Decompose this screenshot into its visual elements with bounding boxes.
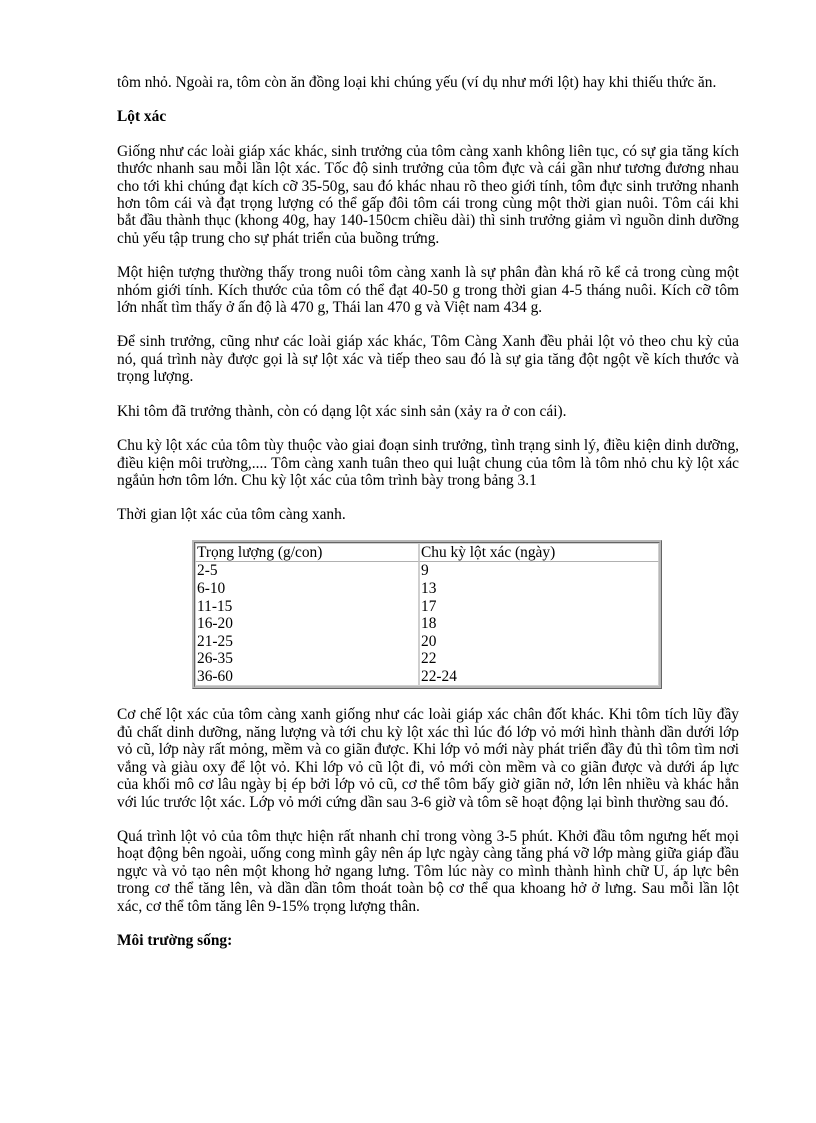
cycle-cell: 9 (419, 562, 659, 580)
table-header-row (195, 543, 659, 563)
weight-cell: 26-35 (195, 650, 419, 668)
cycle-cell: 20 (419, 633, 659, 651)
table-row (195, 598, 659, 616)
cycle-cell: 17 (419, 598, 659, 616)
table-row (195, 615, 659, 633)
paragraph-molting-growth: Để sinh trưởng, cũng như các loài giáp xác khác, Tôm Càng Xanh đều phải lột vỏ theo chu kỳ của nó, quá trình này được gọi là sự lột xác và tiếp theo sau đó là sự gia tăng đột ngột về kích thước và trọng lượng. (117, 333, 739, 386)
table-row (195, 668, 659, 687)
molt-cycle-table (192, 540, 662, 690)
paragraph-molt-cycle: Chu kỳ lột xác của tôm tùy thuộc vào giai đoạn sinh trưởng, tình trạng sinh lý, điều kiện dinh dưỡng, điều kiện môi trường,.... Tôm càng xanh tuân theo qui luật chung của tôm là tôm nhỏ chu kỳ lột xác ngắủn hơn tôm lớn. Chu kỳ lột xác của tôm trình bày trong bảng 3.1 (117, 437, 739, 489)
header-weight: Trọng lượng (g/con) (195, 543, 419, 563)
cycle-cell: 22-24 (419, 668, 659, 687)
table-row (195, 633, 659, 651)
weight-cell: 36-60 (195, 668, 419, 687)
cycle-cell: 22 (419, 650, 659, 668)
table-row (195, 580, 659, 598)
heading-lot-xac: Lột xác (117, 108, 167, 126)
paragraph-growth: Giống như các loài giáp xác khác, sinh trưởng của tôm càng xanh không liên tục, có sự gia tăng kích thước nhanh sau mỗi lần lột xác. Tốc độ sinh trưởng của tôm đực và cái gần như tương đương nhau cho tới khi chúng đạt kích cỡ 35-50g, sau đó khác nhau rõ theo giới tính, tôm đực sinh trưởng nhanh hơn tôm cái và đạt trọng lượng có thể gấp đôi tôm cái trong cùng một thời gian nuôi. Tôm cái khi bắt đầu thành thục (khong 40g, hay 140-150cm chiều dài) thì sinh trưởng giảm vì nguồn dinh dưỡng chủ yếu tập trung cho sự phát triển của buồng trứng. (117, 142, 739, 247)
paragraph-reproductive-molt: Khi tôm đã trưởng thành, còn có dạng lột xác sinh sản (xảy ra ở con cái). (117, 402, 567, 420)
cycle-cell: 18 (419, 615, 659, 633)
cycle-cell: 13 (419, 580, 659, 598)
table-caption: Thời gian lột xác của tôm càng xanh. (117, 506, 346, 524)
paragraph-molt-mechanism: Cơ chế lột xác của tôm càng xanh giống như các loài giáp xác chân đốt khác. Khi tôm tích lũy đầy đủ chất dinh dưỡng, năng lượng và tới chu kỳ lột xác thì lúc đó lớp vỏ mới hình thành dần dưới lớp vỏ cũ, lớp này rất mỏng, mềm và co giãn được. Khi lớp vỏ mới này phát triển đầy đủ thì tôm tìm nơi vắng và giàu oxy để lột vỏ. Khi lớp vỏ cũ lột đi, vỏ mới còn mềm và co giãn được và dưới áp lực của khối mô cơ lâu ngày bị ép bởi lớp vỏ cũ, cơ thể tôm bấy giờ giãn nở, lớn lên nhiều và khác hẳn với lúc trước lột xác. Lớp vỏ mới cứng dần sau 3-6 giờ và tôm sẽ hoạt động lại bình thường sau đó. (117, 706, 739, 811)
paragraph-intro: tôm nhỏ. Ngoài ra, tôm còn ăn đồng loại khi chúng yếu (ví dụ như mới lột) hay khi thiếu thức ăn. (117, 74, 717, 91)
weight-cell: 21-25 (195, 633, 419, 651)
table-row (195, 562, 659, 580)
document-page (117, 74, 739, 949)
weight-cell: 11-15 (195, 598, 419, 616)
table-row (195, 650, 659, 668)
header-cycle: Chu kỳ lột xác (ngày) (419, 543, 659, 563)
paragraph-molt-process: Quá trình lột vỏ của tôm thực hiện rất nhanh chỉ trong vòng 3-5 phút. Khởi đầu tôm ngưng hết mọi hoạt động bên ngoài, uống cong mình gây nên áp lực ngày càng tăng phá vỡ lớp màng giữa giáp đầu ngực và vỏ tạo nên một khong hở ngang lưng. Tôm lúc này co mình thành hình chữ U, áp lực bên trong cơ thể tăng lên, và dần dần tôm thoát toàn bộ cơ thể qua khoang hở ở lưng. Sau mỗi lần lột xác, cơ thể tôm tăng lên 9-15% trọng lượng thân. (117, 827, 739, 915)
weight-cell: 2-5 (195, 562, 419, 580)
paragraph-size-variation: Một hiện tượng thường thấy trong nuôi tôm càng xanh là sự phân đàn khá rõ kể cả trong cùng một nhóm giới tính. Kích thước của tôm có thể đạt 40-50 g trong thời gian 4-5 tháng nuôi. Kích cỡ tôm lớn nhất tìm thấy ở ấn độ là 470 g, Thái lan 470 g và Việt nam 434 g. (117, 264, 739, 317)
weight-cell: 16-20 (195, 615, 419, 633)
heading-moi-truong-song: Môi trường sống: (117, 931, 233, 949)
weight-cell: 6-10 (195, 580, 419, 598)
